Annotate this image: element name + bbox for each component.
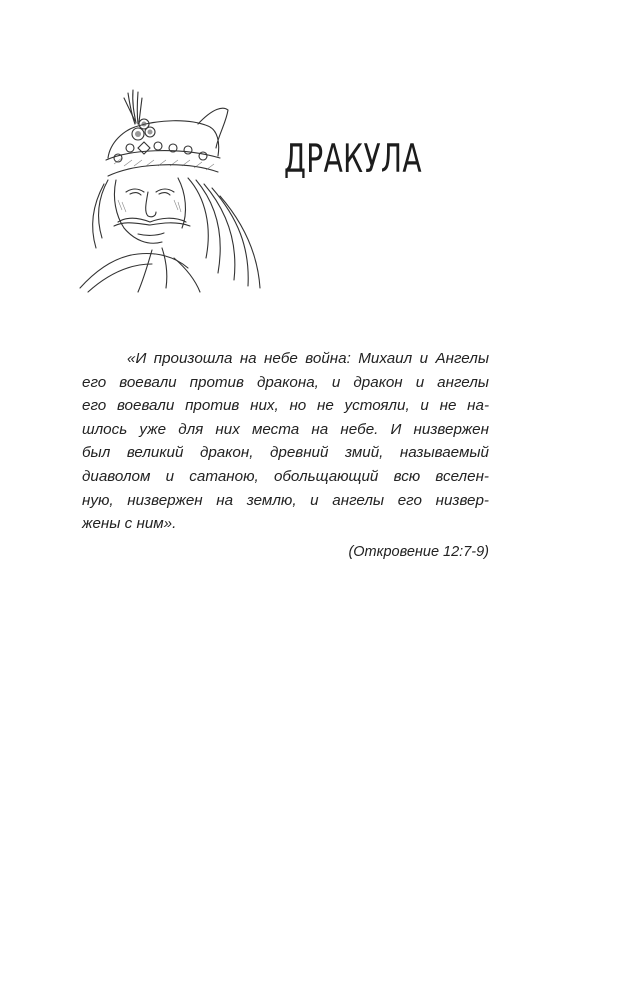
epigraph	[82, 347, 489, 536]
epigraph-line: был великий дракон, древний змий, называемый	[82, 444, 489, 462]
dracula-portrait-icon	[78, 88, 273, 293]
epigraph-line: его воевали против них, но не устояли, и не на-	[82, 397, 489, 415]
epigraph-line: «И произошла на небе война: Михаил и Ангелы	[127, 350, 489, 367]
epigraph-line: его воевали против дракона, и дракон и ангелы	[82, 373, 489, 391]
epigraph-line: диаволом и сатаною, обольщающий всю вселен-	[82, 467, 489, 485]
epigraph-line: ную, низвержен на землю, и ангелы его низвер-	[82, 491, 489, 509]
epigraph-source: (Откровение 12:7-9)	[348, 544, 489, 560]
epigraph-line: шлось уже для них места на небе. И низвержен	[82, 420, 489, 438]
epigraph-line: жены с ним».	[82, 515, 177, 533]
chapter-title: ДРАКУЛА	[284, 137, 422, 182]
